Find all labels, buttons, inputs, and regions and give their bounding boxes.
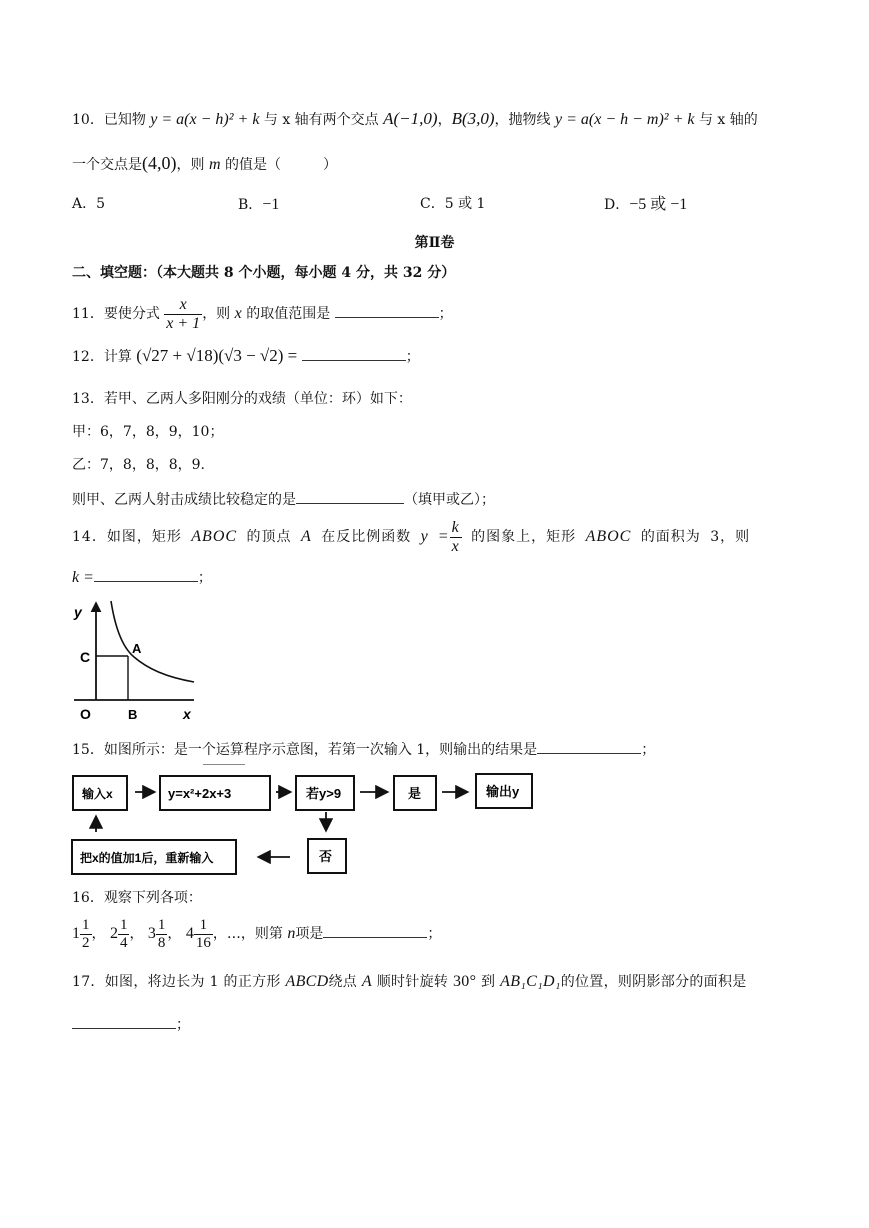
box-output-text: 输出y bbox=[486, 784, 520, 799]
section-title: 第Ⅱ卷 bbox=[414, 235, 455, 251]
fraction-denominator: 16 bbox=[195, 934, 211, 951]
question-number: 12． bbox=[72, 349, 104, 365]
q17-text: 到 bbox=[481, 974, 496, 990]
fraction-numerator: x bbox=[179, 296, 187, 313]
q14-text: 的面积为 3，则 bbox=[640, 529, 751, 546]
q10-option-c: C．5 或 1 bbox=[420, 196, 486, 212]
q12-text: 计算 bbox=[103, 349, 132, 365]
q17-point-a: A bbox=[361, 973, 372, 990]
q14-eq-left: y = bbox=[420, 528, 450, 546]
q17-line2 bbox=[72, 1018, 190, 1032]
option-label: B． bbox=[238, 197, 263, 213]
q14-line2 bbox=[72, 570, 212, 586]
box-condition-text: 若y>9 bbox=[306, 786, 342, 801]
option-value: −1 bbox=[262, 196, 280, 213]
q10-text: 已知物 bbox=[103, 112, 146, 128]
q16-var-n: n bbox=[287, 925, 296, 942]
q17-end: ； bbox=[176, 1017, 190, 1033]
q13-text: 若甲、乙两人多阳刚分的戏绩（单位：环）如下： bbox=[103, 391, 412, 407]
q10-text: 与 x 轴的 bbox=[698, 112, 758, 128]
q13-text: 则甲、乙两人射击成绩比较稳定的是 bbox=[72, 492, 296, 508]
q14-rect-name: ABOC bbox=[585, 528, 632, 546]
section-heading: 二、填空题：（本大题共 8 个小题，每小题 4 分，共 32 分） bbox=[72, 265, 456, 281]
q13-yi-scores: 乙：7，8，8，8，9. bbox=[72, 457, 205, 473]
answer-blank[interactable] bbox=[72, 1027, 176, 1029]
fraction-denominator: 4 bbox=[119, 934, 128, 951]
mixed-whole: 3 bbox=[147, 925, 156, 942]
box-retry-text: 把x的值加1后，重新输入 bbox=[80, 851, 214, 865]
q10-equation-2: y = a(x − h − m)² + k bbox=[555, 111, 695, 128]
q14-rect-name: ABOC bbox=[191, 528, 238, 546]
q16-text: 项是 bbox=[295, 926, 324, 942]
q10-option-a: A．5 bbox=[72, 196, 106, 212]
q10-line1 bbox=[72, 110, 758, 128]
fraction-denominator: x + 1 bbox=[166, 314, 201, 332]
mixed-fraction bbox=[194, 917, 213, 951]
box-yes-text: 是 bbox=[408, 786, 422, 801]
question-number: 11． bbox=[72, 306, 104, 323]
q14-text: 的图象上，矩形 bbox=[471, 529, 577, 546]
q13-jia-scores: 甲：6，7，8，9，10； bbox=[72, 424, 224, 440]
q15-end: ； bbox=[641, 742, 656, 758]
q10-point-4: (4,0) bbox=[142, 153, 177, 173]
q10-line2 bbox=[72, 154, 337, 173]
answer-blank[interactable] bbox=[335, 316, 439, 318]
q17-text: 如图，将边长为 1 的正方形 bbox=[104, 974, 281, 990]
q13-line4 bbox=[72, 493, 495, 507]
q13-text: （填甲或乙）； bbox=[404, 492, 495, 508]
fraction-numerator: k bbox=[451, 519, 460, 536]
option-value: −5 或 −1 bbox=[629, 196, 688, 213]
q17-text: 顺时针旋转 bbox=[376, 974, 449, 990]
q16-line2 bbox=[72, 917, 441, 951]
q10-text: 一个交点是 bbox=[72, 157, 142, 173]
q12-end: ； bbox=[405, 349, 420, 365]
q14-text: 在反比例函数 bbox=[321, 529, 412, 546]
q12-expression: (√27 + √18)(√3 − √2) = bbox=[136, 346, 298, 365]
label-b: B bbox=[128, 707, 138, 722]
q10-option-d bbox=[604, 197, 687, 213]
q17-text: 绕点 bbox=[328, 974, 358, 990]
separator: ， bbox=[167, 926, 182, 942]
option-label: D． bbox=[604, 197, 630, 213]
q10-point-a: A(−1,0) bbox=[383, 109, 438, 128]
q10-var-m: m bbox=[208, 156, 221, 173]
q15-text: 如图所示：是一个运算程序示意图，若第一次输入 1，则输出的结果是 bbox=[103, 742, 538, 758]
label-o: O bbox=[80, 706, 91, 722]
fraction-numerator: 1 bbox=[82, 917, 90, 933]
q11-fraction bbox=[164, 296, 202, 332]
question-number: 14． bbox=[72, 529, 107, 546]
fraction-denominator: 2 bbox=[82, 934, 90, 951]
q10-option-b bbox=[238, 197, 279, 213]
box-formula-text: y=x²+2x+3 bbox=[168, 786, 232, 801]
fraction-numerator: 1 bbox=[157, 917, 166, 933]
q14-end: ； bbox=[197, 570, 212, 586]
q11-line bbox=[72, 296, 453, 332]
answer-blank[interactable] bbox=[302, 359, 406, 361]
q17-rotated-square: AB₁C₁D₁ bbox=[500, 973, 561, 990]
q11-var-x: x bbox=[234, 305, 242, 323]
q16-line1 bbox=[72, 891, 202, 905]
separator: ， bbox=[91, 926, 106, 942]
q16-end: ； bbox=[427, 926, 442, 942]
mixed-whole: 4 bbox=[185, 925, 194, 942]
fraction-denominator: x bbox=[451, 537, 460, 555]
question-number: 17． bbox=[72, 974, 105, 990]
answer-blank[interactable] bbox=[94, 580, 198, 582]
q14-point-a: A bbox=[300, 528, 312, 546]
q16-text: 观察下列各项： bbox=[103, 890, 202, 906]
question-number: 15． bbox=[72, 742, 104, 758]
q10-text: 的值是（ ） bbox=[224, 157, 337, 173]
mixed-fraction bbox=[118, 917, 130, 951]
q15-line bbox=[72, 743, 655, 757]
q14-fraction bbox=[450, 519, 462, 555]
q17-square-name: ABCD bbox=[285, 973, 329, 990]
mixed-whole: 1 bbox=[72, 925, 80, 942]
q13-line1 bbox=[72, 392, 412, 406]
q10-text: ，抛物线 bbox=[494, 112, 551, 128]
answer-blank[interactable] bbox=[537, 752, 641, 754]
mixed-fraction bbox=[156, 917, 168, 951]
label-x: x bbox=[183, 706, 191, 722]
q10-equation-1: y = a(x − h)² + k bbox=[150, 111, 260, 128]
label-y: y bbox=[74, 604, 82, 620]
mixed-whole: 2 bbox=[109, 925, 118, 942]
q14-text: 如图，矩形 bbox=[106, 529, 182, 546]
q11-text: 要使分式 bbox=[103, 306, 160, 323]
q11-end: ； bbox=[438, 306, 453, 323]
answer-blank[interactable] bbox=[323, 936, 427, 938]
q11-text: ，则 bbox=[202, 306, 231, 323]
q10-point-b: B(3,0) bbox=[451, 109, 495, 128]
q16-text: ，…，则第 bbox=[212, 926, 283, 942]
q10-text: 与 x 轴有两个交点 bbox=[263, 112, 379, 128]
q14-text: 的顶点 bbox=[246, 529, 292, 546]
q12-line bbox=[72, 347, 420, 364]
q14-graph bbox=[70, 597, 210, 725]
q17-text: 的位置，则阴影部分的面积是 bbox=[560, 974, 747, 990]
q11-text: 的取值范围是 bbox=[246, 306, 331, 323]
question-number: 10． bbox=[72, 112, 104, 128]
separator: ， bbox=[129, 926, 144, 942]
box-no-text: 否 bbox=[319, 849, 333, 864]
q17-angle: 30° bbox=[452, 973, 477, 990]
q17-line1 bbox=[72, 974, 747, 990]
box-input-text: 输入x bbox=[82, 787, 113, 801]
q14-k-eq: k = bbox=[72, 569, 94, 586]
separator: ， bbox=[437, 112, 452, 128]
q15-flowchart bbox=[68, 764, 548, 882]
q14-line1 bbox=[72, 519, 750, 555]
mixed-fraction bbox=[80, 917, 92, 951]
fraction-denominator: 8 bbox=[157, 934, 166, 951]
hyperbola-curve bbox=[111, 601, 194, 682]
fraction-numerator: 1 bbox=[119, 917, 128, 933]
label-a: A bbox=[132, 641, 142, 656]
fraction-numerator: 1 bbox=[199, 917, 208, 933]
question-number: 13． bbox=[72, 391, 104, 407]
label-c: C bbox=[80, 649, 91, 665]
answer-blank[interactable] bbox=[296, 502, 404, 504]
q10-text: ，则 bbox=[176, 157, 205, 173]
question-number: 16． bbox=[72, 890, 104, 906]
